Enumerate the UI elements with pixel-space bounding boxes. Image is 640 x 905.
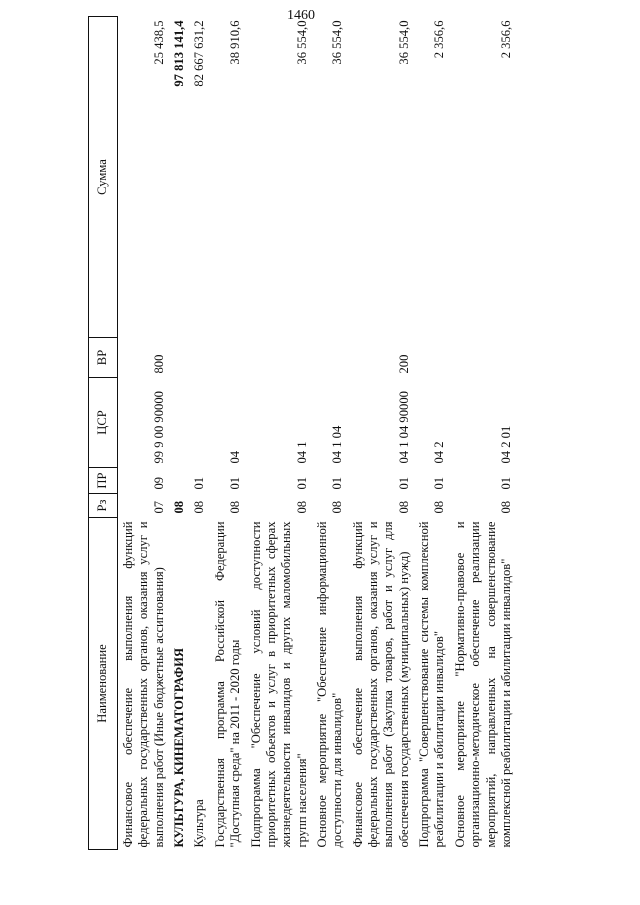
row-rz: 08	[294, 500, 309, 514]
row-csr: 04 2 01	[498, 425, 513, 464]
row-csr: 04 1	[294, 441, 309, 464]
row-rz: 08	[330, 500, 345, 514]
row-name: Основное мероприятие "Обеспечение информационной доступности для инвалидов"	[314, 521, 345, 848]
row-rz: 07	[151, 500, 166, 514]
row-rz: 08	[396, 500, 411, 514]
row-pr: 01	[498, 476, 513, 490]
row-vr	[169, 338, 189, 378]
row-name: Подпрограмма "Совершенствование системы комплексной реабилитации и абилитации инвалидов"	[417, 521, 447, 848]
row-pr: 01	[330, 476, 345, 490]
rotated-table-container	[88, 17, 593, 850]
row-name: Культура	[192, 799, 207, 848]
row-sum: 36 554,0	[396, 20, 411, 65]
header-rz: Рз	[89, 494, 118, 518]
table-row	[450, 17, 516, 850]
header-csr: ЦСР	[89, 378, 118, 468]
row-name: Финансовое обеспечение выполнения функций федеральных государственных органов, оказания услуг и выполнения работ (Иные бюджетные ассигнования)	[121, 521, 166, 848]
row-name: Финансовое обеспечение выполнения функций федеральных государственных органов, оказания услуг и выполнения работ (Закупка товаров, работ и услуг для обеспечения государственных (муниципальных) нужд)	[350, 521, 411, 848]
row-csr: 04 1 04	[330, 425, 345, 464]
header-sum: Сумма	[89, 17, 118, 338]
row-csr	[189, 378, 209, 468]
row-sum: 36 554,0	[294, 20, 309, 65]
table-row	[312, 17, 348, 850]
row-csr: 04 1 04 90000	[396, 391, 411, 464]
row-rz: 08	[228, 500, 243, 514]
row-vr: 200	[396, 354, 411, 374]
row-pr: 09	[151, 476, 166, 490]
table-row	[414, 17, 450, 850]
table-row	[118, 17, 170, 850]
row-pr: 01	[294, 476, 309, 490]
row-pr: 01	[192, 476, 207, 490]
row-sum: 97 813 141,4	[172, 20, 187, 87]
table-row	[169, 17, 189, 850]
row-name: КУЛЬТУРА, КИНЕМАТОГРАФИЯ	[172, 648, 187, 848]
row-pr: 01	[432, 476, 447, 490]
row-pr	[169, 468, 189, 494]
row-pr: 01	[396, 476, 411, 490]
row-rz: 08	[432, 500, 447, 514]
row-sum: 2 356,6	[432, 20, 447, 59]
row-rz: 08	[172, 500, 187, 514]
table-header	[89, 17, 118, 850]
row-vr	[210, 338, 246, 378]
row-sum: 25 438,5	[151, 20, 166, 65]
row-name: Подпрограмма "Обеспечение условий доступности приоритетных объектов и услуг в приоритетных сферах жизнедеятельности инвалидов и других маломобильных групп населения"	[248, 521, 309, 848]
row-sum: 2 356,6	[498, 20, 513, 59]
row-pr: 01	[228, 476, 243, 490]
row-csr: 04 2	[432, 441, 447, 464]
table-row	[348, 17, 414, 850]
row-vr	[246, 338, 312, 378]
row-vr	[414, 338, 450, 378]
row-name: Основное мероприятие "Нормативно-правовое и организационно-методическое обеспечение реализации мероприятий, направленных на совершенствование комплексной реабилитации и абилитации инвалидов"	[452, 521, 513, 848]
row-rz: 08	[192, 500, 207, 514]
row-vr	[312, 338, 348, 378]
header-pr: ПР	[89, 468, 118, 494]
row-rz: 08	[498, 500, 513, 514]
page-number: 1460	[287, 8, 315, 23]
budget-table	[88, 16, 516, 850]
row-vr: 800	[151, 354, 166, 374]
row-sum: 82 667 631,2	[192, 20, 207, 87]
row-sum: 38 910,6	[228, 20, 243, 65]
row-name: Государственная программа Российской Федерации "Доступная среда" на 2011 - 2020 годы	[212, 521, 243, 848]
header-vr: ВР	[89, 338, 118, 378]
row-csr: 04	[228, 450, 243, 464]
table-row	[210, 17, 246, 850]
table-body	[118, 17, 517, 850]
row-vr	[189, 338, 209, 378]
table-row	[246, 17, 312, 850]
row-sum: 36 554,0	[330, 20, 345, 65]
table-row	[189, 17, 209, 850]
header-name: Наименование	[89, 518, 118, 850]
row-csr	[169, 378, 189, 468]
row-csr: 99 9 00 90000	[151, 391, 166, 464]
row-vr	[450, 338, 516, 378]
